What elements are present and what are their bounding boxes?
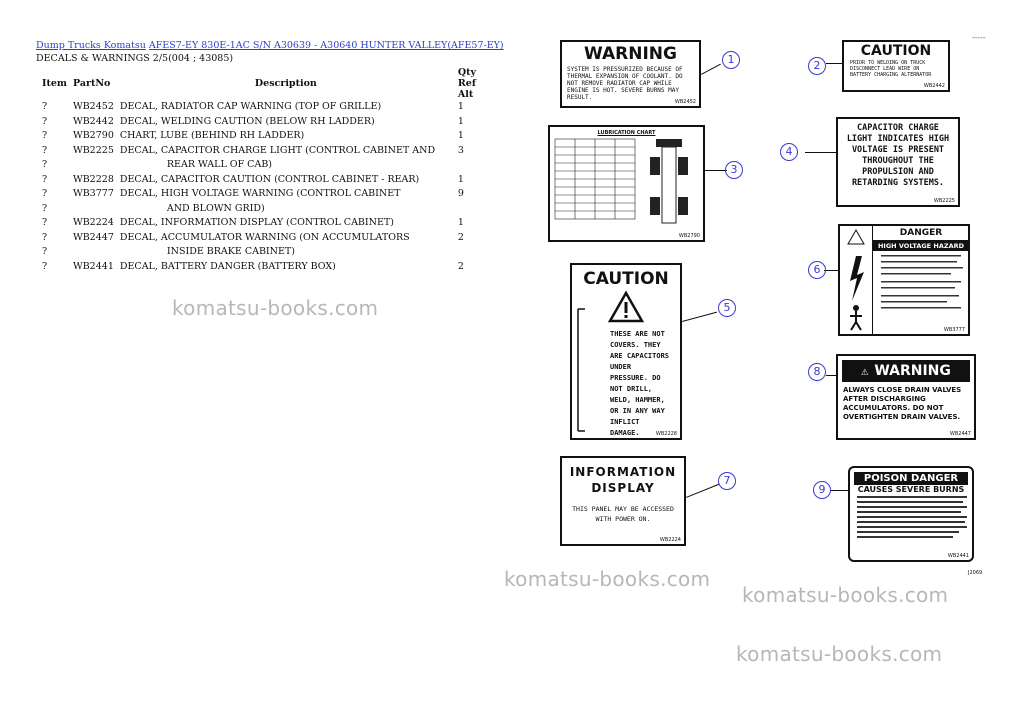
row-partno: WB2790 — [72, 130, 114, 141]
leader-line — [686, 484, 720, 498]
row-partno: WB2228 — [72, 173, 114, 185]
corner-mark: ----- — [972, 33, 986, 42]
header-item: Item — [42, 78, 67, 89]
decal-code: WB2442 — [923, 83, 945, 89]
table-row — [36, 159, 483, 174]
row-description: DECAL, BATTERY DANGER (BATTERY BOX) — [119, 260, 336, 272]
decal-text: CAPACITOR CHARGE LIGHT INDICATES HIGH VOLTAGE IS PRESENT THROUGHOUT THE PROPULSION AND RETARDING SYSTEMS. — [846, 123, 950, 188]
callout-5: 5 — [718, 299, 736, 317]
row-item: ? — [42, 130, 48, 141]
figure-code: J2069 — [968, 570, 983, 576]
breadcrumb — [36, 40, 504, 51]
table-row — [36, 116, 483, 131]
row-description: DECAL, HIGH VOLTAGE WARNING (CONTROL CABINET — [119, 188, 401, 199]
decal-subtitle: HIGH VOLTAGE HAZARD — [873, 241, 969, 251]
row-item: ? — [42, 246, 48, 257]
lube-chart-graphic — [550, 137, 703, 237]
row-qty — [455, 246, 483, 261]
breadcrumb-link-catalog[interactable]: Dump Trucks Komatsu — [36, 40, 146, 51]
watermark: komatsu-books.com — [504, 567, 711, 591]
table-row — [36, 232, 483, 247]
row-partno: WB2447 — [72, 231, 114, 243]
callout-9: 9 — [813, 481, 831, 499]
table-row — [36, 174, 483, 189]
table-row — [36, 261, 483, 276]
table-row — [36, 188, 483, 203]
decal-title: CAUTION — [860, 43, 932, 59]
decal-code: WB2228 — [655, 431, 677, 437]
table-row — [36, 101, 483, 116]
table-header-row — [36, 66, 483, 101]
row-description: CHART, LUBE (BEHIND RH LADDER) — [119, 130, 305, 141]
leader-line — [682, 312, 717, 322]
row-qty: 9 — [457, 188, 464, 199]
row-partno: WB3777 — [72, 188, 114, 199]
row-item: ? — [42, 101, 48, 112]
watermark: komatsu-books.com — [736, 642, 943, 666]
row-qty: 2 — [457, 231, 464, 243]
decal-title: LUBRICATION CHART — [597, 130, 656, 136]
header-alt: Alt — [457, 89, 474, 100]
decal-title: CAUTION — [583, 269, 669, 289]
decal-code: WB3777 — [943, 327, 965, 333]
header-ref: Ref — [457, 78, 476, 89]
high-voltage-icon — [840, 226, 873, 334]
decal-battery-danger — [848, 466, 974, 562]
row-item: ? — [42, 144, 48, 156]
decal-title: DANGER — [873, 226, 969, 241]
decal-capacitor-charge — [836, 117, 960, 207]
row-partno: WB2441 — [72, 260, 114, 272]
decal-title: INFORMATION DISPLAY — [569, 465, 677, 495]
row-partno — [70, 159, 117, 174]
decal-welding-caution — [842, 40, 950, 92]
parts-table — [36, 66, 483, 275]
decal-subtitle: CAUSES SEVERE BURNS — [857, 485, 965, 494]
row-qty: 2 — [457, 260, 464, 272]
row-qty: 3 — [457, 144, 464, 156]
decal-lube-chart — [548, 125, 705, 242]
row-description: REAR WALL OF CAB) — [166, 159, 273, 170]
leader-line — [824, 270, 838, 271]
row-partno — [70, 246, 117, 261]
warning-triangle-icon: ⚠ — [861, 364, 869, 378]
row-description: DECAL, RADIATOR CAP WARNING (TOP OF GRILLE) — [119, 101, 382, 112]
table-row — [36, 145, 483, 160]
decal-code: WB2452 — [674, 99, 696, 105]
header-qty: Qty — [457, 67, 477, 78]
decal-text: THIS PANEL MAY BE ACCESSED WITH POWER ON. — [572, 505, 674, 523]
decal-title: POISON DANGER — [854, 472, 968, 485]
table-row — [36, 203, 483, 218]
decal-capacitor-caution — [570, 263, 682, 440]
callout-2: 2 — [808, 57, 826, 75]
decal-information-display — [560, 456, 686, 546]
leader-line — [826, 375, 838, 376]
fine-print-graphic — [853, 494, 971, 550]
leader-line — [701, 64, 721, 75]
breadcrumb-link-model[interactable]: AFES7-EY 830E-1AC S/N A30639 - A30640 HUNTER VALLEY(AFE57-EY) — [148, 40, 504, 51]
row-qty — [455, 203, 483, 218]
decal-code: WB2790 — [678, 233, 700, 239]
row-item: ? — [42, 231, 48, 243]
header-description: Description — [254, 78, 317, 89]
row-qty — [455, 159, 483, 174]
decal-code: WB2225 — [933, 198, 955, 204]
decal-title: WARNING — [584, 44, 677, 64]
callout-6: 6 — [808, 261, 826, 279]
row-partno: WB2452 — [72, 101, 114, 112]
row-item: ? — [42, 115, 48, 127]
callout-1: 1 — [722, 51, 740, 69]
row-item: ? — [42, 202, 48, 214]
row-description: INSIDE BRAKE CABINET) — [166, 246, 295, 257]
decal-accumulator-warning — [836, 354, 976, 440]
decal-code: WB2447 — [949, 431, 971, 437]
watermark: komatsu-books.com — [172, 296, 379, 320]
row-description: DECAL, CAPACITOR CAUTION (CONTROL CABINET - REAR) — [119, 173, 420, 185]
leader-line — [705, 170, 727, 171]
fine-print-graphic — [873, 251, 969, 321]
row-qty: 1 — [457, 115, 464, 127]
row-partno: WB2224 — [72, 217, 114, 228]
page-subtitle: DECALS & WARNINGS 2/5(004 ; 43085) — [36, 53, 234, 64]
leader-line — [830, 490, 848, 491]
decal-code: WB2224 — [659, 537, 681, 543]
row-partno: WB2442 — [72, 115, 114, 127]
table-row — [36, 130, 483, 145]
watermark: komatsu-books.com — [742, 583, 949, 607]
table-row — [36, 246, 483, 261]
decal-text: PRIOR TO WELDING ON TRUCK DISCONNECT LEAD WIRE ON BATTERY CHARGING ALTERNATOR — [850, 60, 932, 78]
row-description: AND BLOWN GRID) — [166, 202, 265, 214]
row-description: DECAL, ACCUMULATOR WARNING (ON ACCUMULATORS — [119, 231, 410, 243]
row-item: ? — [42, 260, 48, 272]
callout-4: 4 — [780, 143, 798, 161]
row-item: ? — [42, 173, 48, 185]
row-description: DECAL, INFORMATION DISPLAY (CONTROL CABINET) — [119, 217, 394, 228]
row-qty: 1 — [457, 217, 464, 228]
row-description: DECAL, CAPACITOR CHARGE LIGHT (CONTROL CABINET AND — [119, 144, 436, 156]
row-description: DECAL, WELDING CAUTION (BELOW RH LADDER) — [119, 115, 375, 127]
decal-text: ALWAYS CLOSE DRAIN VALVES AFTER DISCHARGING ACCUMULATORS. DO NOT OVERTIGHTEN DRAIN VALVES. — [843, 386, 962, 421]
decal-text: SYSTEM IS PRESSURIZED BECAUSE OF THERMAL EXPANSION OF COOLANT. DO NOT REMOVE RADIATOR CAP WHILE ENGINE IS HOT. SEVERE BURNS MAY RESULT. — [567, 66, 683, 101]
header-partno: PartNo — [72, 78, 111, 89]
table-row — [36, 217, 483, 232]
row-partno — [70, 203, 117, 218]
arrow-icon — [574, 305, 586, 435]
decal-text: THESE ARE NOT COVERS. THEY ARE CAPACITORS UNDER PRESSURE. DO NOT DRILL, WELD, HAMMER, OR IN ANY WAY INFLICT DAMAGE. — [610, 330, 670, 437]
row-item: ? — [42, 188, 48, 199]
decal-radiator-warning — [560, 40, 701, 108]
leader-line — [805, 152, 836, 153]
row-item: ? — [42, 159, 48, 170]
row-partno: WB2225 — [72, 144, 114, 156]
callout-7: 7 — [718, 472, 736, 490]
row-qty: 1 — [457, 130, 464, 141]
leader-line — [826, 63, 842, 64]
row-item: ? — [42, 217, 48, 228]
header-qty-ref-alt — [455, 66, 483, 101]
decal-title: WARNING — [874, 363, 951, 379]
row-qty: 1 — [457, 101, 464, 112]
decal-code: WB2441 — [947, 553, 969, 559]
decal-high-voltage-danger — [838, 224, 970, 336]
row-qty: 1 — [457, 173, 464, 185]
callout-3: 3 — [725, 161, 743, 179]
callout-8: 8 — [808, 363, 826, 381]
warning-triangle-icon — [572, 289, 680, 325]
